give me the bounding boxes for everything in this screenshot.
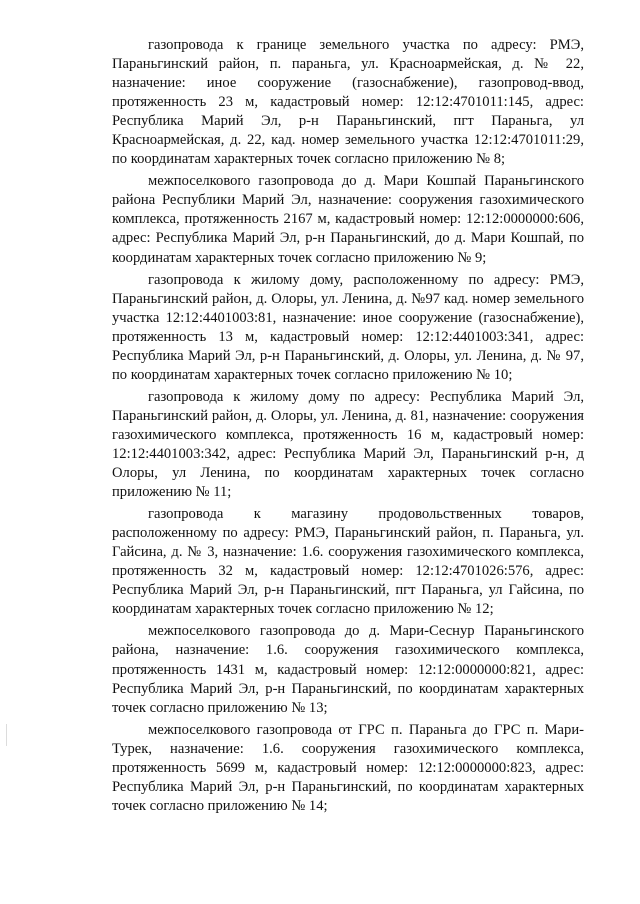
margin-scan-mark [6,724,7,746]
paragraph-item-10: газопровода к жилому дому, расположенному по адресу: РМЭ, Параньгинский район, д. Олоры, ул. Ленина, д. №97 кад. номер земельного участка 12:12:4401003:81, назначение: иное сооружение (газоснабжение), протяженность 13 м, кадастровый номер: 12:12:4401003:341, адрес: Республика Марий Эл, р-н Параньгинский, д. Олоры, ул. Ленина, д. № 97, по координатам характерных точек согласно приложению № 10; [112,271,584,383]
paragraph-item-12: газопровода к магазину продовольственных товаров, расположенному по адресу: РМЭ, Параньгинский район, п. Параньга, ул. Гайсина, д. № 3, назначение: 1.6. сооружения газохимического комплекса, протяженность 32 м, кадастровый номер: 12:12:4701026:576, адрес: Республика Марий Эл, р-н Параньгинский, пгт Параньга, ул Гайсина, по координатам характерных точек согласно приложению № 12; [112,506,584,618]
document-body [112,36,584,816]
paragraph-item-14: межпоселкового газопровода от ГРС п. Параньга до ГРС п. Мари-Турек, назначение: 1.6. сооружения газохимического комплекса, протяженность 5699 м, кадастровый номер: 12:12:0000000:823, адрес: Республика Марий Эл, р-н Параньгинский, по координатам характерных точек согласно приложению № 14; [112,721,584,814]
paragraph-item-11: газопровода к жилому дому по адресу: Республика Марий Эл, Параньгинский район, д. Олоры, ул. Ленина, д. 81, назначение: сооружения газохимического комплекса, протяженность 16 м, кадастровый номер: 12:12:4401003:342, адрес: Республика Марий Эл, Параньгинский р-н, д Олоры, ул Ленина, по координатам характерных точек согласно приложению № 11; [112,388,584,501]
paragraph-item-13: межпоселкового газопровода до д. Мари-Сеснур Параньгинского района, назначение: 1.6. сооружения газохимического комплекса, протяженность 1431 м, кадастровый номер: 12:12:0000000:821, адрес: Республика Марий Эл, р-н Параньгинский, по координатам характерных точек согласно приложению № 13; [112,623,584,716]
paragraph-item-8: газопровода к границе земельного участка по адресу: РМЭ, Параньгинский район, п. параньга, ул. Красноармейская, д. № 22, назначение: иное сооружение (газоснабжение), газопровод-ввод, протяженность 23 м, кадастровый номер: 12:12:4701011:145, адрес: Республика Марий Эл, р-н Параньгинский, пгт Параньга, ул Красноармейская, д. 22, кад. номер земельного участка 12:12:4701011:29, по координатам характерных точек согласно приложению № 8; [112,37,584,168]
paragraph-item-9: межпоселкового газопровода до д. Мари Кошпай Параньгинского района Республики Марий Эл, назначение: сооружения газохимического комплекса, протяженность 2167 м, кадастровый номер: 12:12:0000000:606, адрес: Республика Марий Эл, р-н Параньгинский, до д. Мари Кошпай, по координатам характерных точек согласно приложению № 9; [112,173,584,266]
